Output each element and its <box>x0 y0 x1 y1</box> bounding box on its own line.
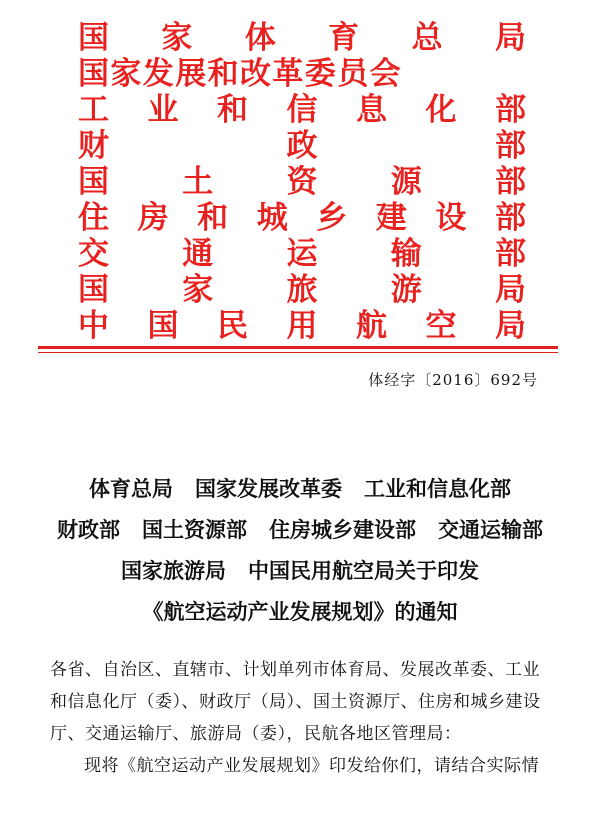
agency-char: 总 <box>411 20 443 56</box>
agency-char: 交 <box>78 236 109 272</box>
agency-char: 民 <box>217 308 248 344</box>
title-line <box>40 509 560 550</box>
agency-char: 和 <box>197 200 229 236</box>
agency-char: 住 <box>78 200 109 236</box>
red-divider-thin <box>38 352 558 353</box>
agency-char: 部 <box>495 92 526 128</box>
title-agency: 中国民用航空局关于印发 <box>248 558 479 583</box>
agency-char: 化 <box>425 92 457 128</box>
agency-char: 国 <box>78 272 109 308</box>
agency-char: 家 <box>161 20 193 56</box>
document-number: 体经字〔2016〕692号 <box>368 371 538 389</box>
body-text-line: 厅、交通运输厅、旅游局（委），民航各地区管理局： <box>50 724 462 744</box>
agency-char: 空 <box>425 308 457 344</box>
agency-char: 政 <box>286 128 318 164</box>
red-divider-thick <box>38 346 558 349</box>
agency-row <box>78 164 526 200</box>
agency-char: 资 <box>286 164 318 200</box>
agency-char: 旅 <box>286 272 318 308</box>
agency-row <box>78 92 526 128</box>
agency-char: 建 <box>375 200 407 236</box>
agency-char: 业 <box>147 92 179 128</box>
agency-char: 部 <box>495 164 526 200</box>
agency-char: 通 <box>182 236 214 272</box>
agency-char: 航 <box>356 308 387 344</box>
title-line: 《航空运动产业发展规划》的通知 <box>142 599 458 624</box>
agency-char: 游 <box>390 272 422 308</box>
title-agency: 工业和信息化部 <box>364 476 511 501</box>
agency-char: 国 <box>78 164 109 200</box>
agency-name: 国家发展和改革委员会 <box>78 56 402 92</box>
agency-row <box>78 308 526 344</box>
agency-char: 城 <box>256 200 288 236</box>
agency-char: 体 <box>244 20 276 56</box>
agency-char: 局 <box>494 20 526 56</box>
agency-row <box>78 20 526 56</box>
agency-row <box>78 128 526 164</box>
agency-row <box>78 236 526 272</box>
body-text-line: 和信息化厅（委）、财政厅（局）、国土资源厅、住房和城乡建设 <box>50 692 541 712</box>
agency-char: 工 <box>78 92 109 128</box>
document-title <box>40 468 560 632</box>
agency-char: 中 <box>78 308 109 344</box>
agency-char: 输 <box>390 236 422 272</box>
agency-char: 信 <box>286 92 318 128</box>
title-agency: 体育总局 <box>89 476 173 501</box>
agency-row <box>78 272 526 308</box>
agency-char: 家 <box>182 272 214 308</box>
title-agency: 国家发展改革委 <box>195 476 342 501</box>
title-agency: 财政部 <box>57 517 120 542</box>
title-agency: 住房城乡建设部 <box>269 517 416 542</box>
agency-char: 土 <box>182 164 214 200</box>
agency-char: 乡 <box>316 200 348 236</box>
agency-char: 用 <box>286 308 318 344</box>
title-agency: 交通运输部 <box>438 517 543 542</box>
body-text-line: 现将《航空运动产业发展规划》印发给你们，请结合实际情 <box>84 756 539 776</box>
title-line <box>40 468 560 509</box>
agency-char: 局 <box>495 272 526 308</box>
agency-char: 设 <box>435 200 467 236</box>
title-agency: 国土资源部 <box>142 517 247 542</box>
agency-char: 育 <box>328 20 360 56</box>
agency-char: 和 <box>217 92 248 128</box>
agency-char: 息 <box>356 92 387 128</box>
title-line <box>40 550 560 591</box>
agency-char: 源 <box>390 164 422 200</box>
agency-char: 部 <box>494 200 526 236</box>
agency-char: 部 <box>495 236 526 272</box>
agency-char: 财 <box>78 128 109 164</box>
agency-char: 国 <box>147 308 179 344</box>
body-text-line: 各省、自治区、直辖市、计划单列市体育局、发展改革委、工业 <box>50 660 540 680</box>
document-body <box>50 654 556 782</box>
agency-row <box>78 200 526 236</box>
agency-char: 运 <box>286 236 318 272</box>
agency-char: 国 <box>78 20 109 56</box>
agency-char: 部 <box>495 128 526 164</box>
agency-row <box>78 56 526 92</box>
title-agency: 国家旅游局 <box>121 558 226 583</box>
issuing-agencies-header <box>78 20 526 344</box>
agency-char: 局 <box>495 308 526 344</box>
agency-char: 房 <box>137 200 169 236</box>
